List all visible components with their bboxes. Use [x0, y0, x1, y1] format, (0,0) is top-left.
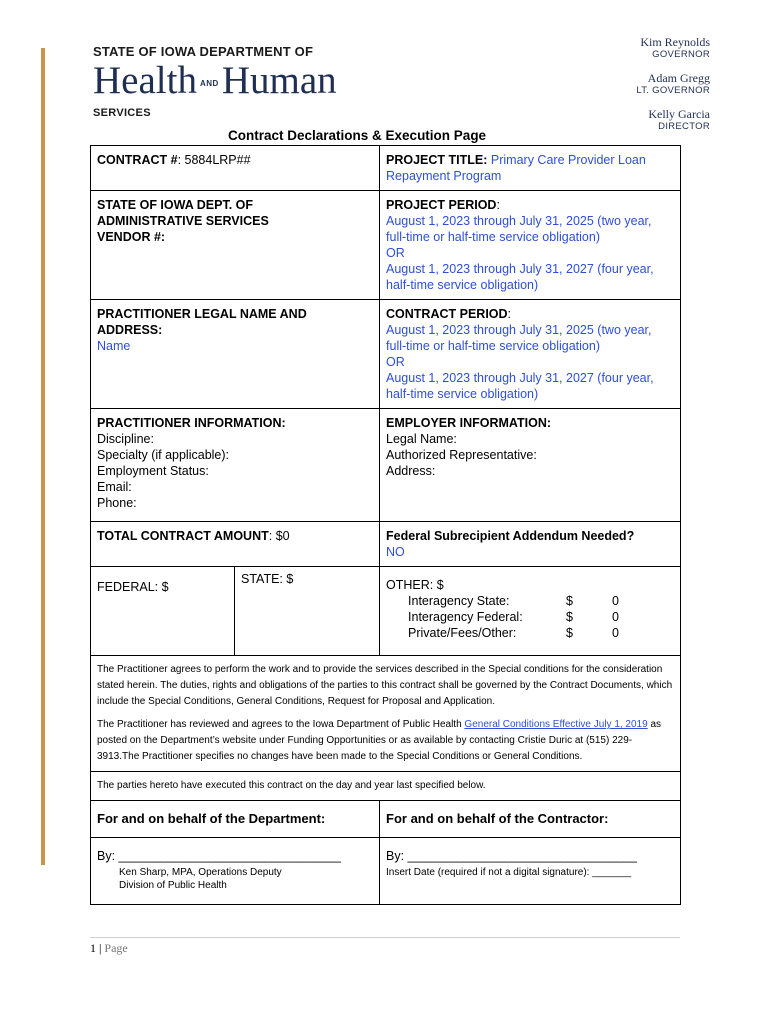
- cell-contract-number: CONTRACT #: 5884LRP##: [91, 146, 380, 191]
- contract-table: [90, 145, 681, 905]
- officials-list: [636, 36, 710, 144]
- cell-federal: FEDERAL: $: [91, 567, 235, 656]
- practitioner-name-value: Name: [97, 339, 131, 353]
- other-item: Private/Fees/Other: $ 0: [408, 626, 619, 640]
- cell-addendum: Federal Subrecipient Addendum Needed? NO: [380, 522, 681, 567]
- contractor-date: Insert Date (required if not a digital signature): _______: [386, 867, 632, 878]
- official-governor: Kim Reynolds GOVERNOR: [640, 35, 710, 60]
- cell-state: STATE: $: [235, 567, 380, 656]
- row-total: [91, 522, 681, 567]
- page-number: 1: [90, 941, 96, 955]
- logo-health: Health: [93, 59, 197, 102]
- logo-services: SERVICES: [93, 107, 151, 120]
- logo-wordmark: [93, 59, 337, 103]
- contractor-signature-line[interactable]: By: _________________________________: [386, 849, 637, 863]
- cell-executed: The parties hereto have executed this contract on the day and year last specified below.: [91, 772, 681, 801]
- logo-human: Human: [221, 59, 337, 102]
- cell-employer-info: EMPLOYER INFORMATION: Legal Name: Authorized Representative: Address:: [380, 409, 681, 522]
- dept-signature-cell: By: ________________________________ Ken Sharp, MPA, Operations Deputy Division of Public Health: [91, 838, 380, 905]
- row-funding: [91, 567, 681, 656]
- row-signature-headings: [91, 801, 681, 838]
- other-item: Interagency Federal: $ 0: [408, 610, 619, 624]
- page-label: Page: [104, 941, 128, 955]
- contractor-signature-heading: For and on behalf of the Contractor:: [380, 801, 681, 838]
- cell-agreement: [91, 656, 681, 772]
- page-title: Contract Declarations & Execution Page: [228, 128, 487, 143]
- contractor-signature-cell: [380, 838, 681, 905]
- cell-total-amount: TOTAL CONTRACT AMOUNT: $0: [91, 522, 380, 567]
- row-agreement: [91, 656, 681, 772]
- footer-rule: [90, 937, 680, 938]
- cell-project-title: PROJECT TITLE: Primary Care Provider Loan Repayment Program: [380, 146, 681, 191]
- row-signatures: [91, 838, 681, 905]
- row-info: [91, 409, 681, 522]
- department-logo: [93, 44, 337, 119]
- accent-bar: [41, 48, 45, 865]
- cell-practitioner-info: PRACTITIONER INFORMATION: Discipline: Specialty (if applicable): Employment Status: Email: Phone:: [91, 409, 380, 522]
- cell-vendor: STATE OF IOWA DEPT. OF ADMINISTRATIVE SERVICES VENDOR #:: [91, 191, 380, 300]
- cell-practitioner-name: PRACTITIONER LEGAL NAME AND ADDRESS: Name: [91, 300, 380, 409]
- project-title-value: Primary Care Provider Loan Repayment Program: [386, 153, 646, 183]
- cell-contract-period: CONTRACT PERIOD: August 1, 2023 through July 31, 2025 (two year, full-time or half-time service obligation) OR August 1, 2023 through July 31, 2027 (four year, half-time service obligation): [380, 300, 681, 409]
- general-conditions-link[interactable]: General Conditions Effective July 1, 2019: [464, 719, 648, 730]
- row-contract-number: [91, 146, 681, 191]
- dept-signature-heading: For and on behalf of the Department:: [91, 801, 380, 838]
- cell-other: OTHER: $ Interagency State: $ 0 Interagency Federal: $ 0 Private/Fees/Other: $ 0: [380, 567, 681, 656]
- cell-project-period: PROJECT PERIOD: August 1, 2023 through July 31, 2025 (two year, full-time or half-time service obligation) OR August 1, 2023 through July 31, 2027 (four year, half-time service obligation): [380, 191, 681, 300]
- row-vendor: [91, 191, 681, 300]
- row-executed: [91, 772, 681, 801]
- official-director: Kelly Garcia DIRECTOR: [648, 107, 710, 132]
- dept-signature-line[interactable]: By: ________________________________: [97, 849, 341, 863]
- logo-and: AND: [199, 79, 219, 89]
- agreement-paragraph-1: The Practitioner agrees to perform the work and to provide the services described in the Special conditions for the consideration stated herein. The duties, rights and obligations of the parties to this contract shall be governed by the Contract Documents, which include the Special Conditions, General Conditions, Request for Proposal and Application.: [97, 664, 673, 707]
- page-footer: 1 | Page: [90, 941, 128, 955]
- official-lt-governor: Adam Gregg LT. GOVERNOR: [636, 71, 710, 96]
- agreement-paragraph-2: The Practitioner has reviewed and agrees to the Iowa Department of Public Health General Conditions Effective July 1, 2019 as posted on the Department’s website under Funding Opportunities or as available by contacting Cristie Duric at (515) 229-3913.The Practitioner specifies no changes have been made to the Special Conditions or General Conditions.: [97, 719, 662, 762]
- logo-line1: STATE OF IOWA DEPARTMENT OF: [93, 44, 314, 59]
- row-practitioner-name: [91, 300, 681, 409]
- other-item: Interagency State: $ 0: [408, 594, 619, 608]
